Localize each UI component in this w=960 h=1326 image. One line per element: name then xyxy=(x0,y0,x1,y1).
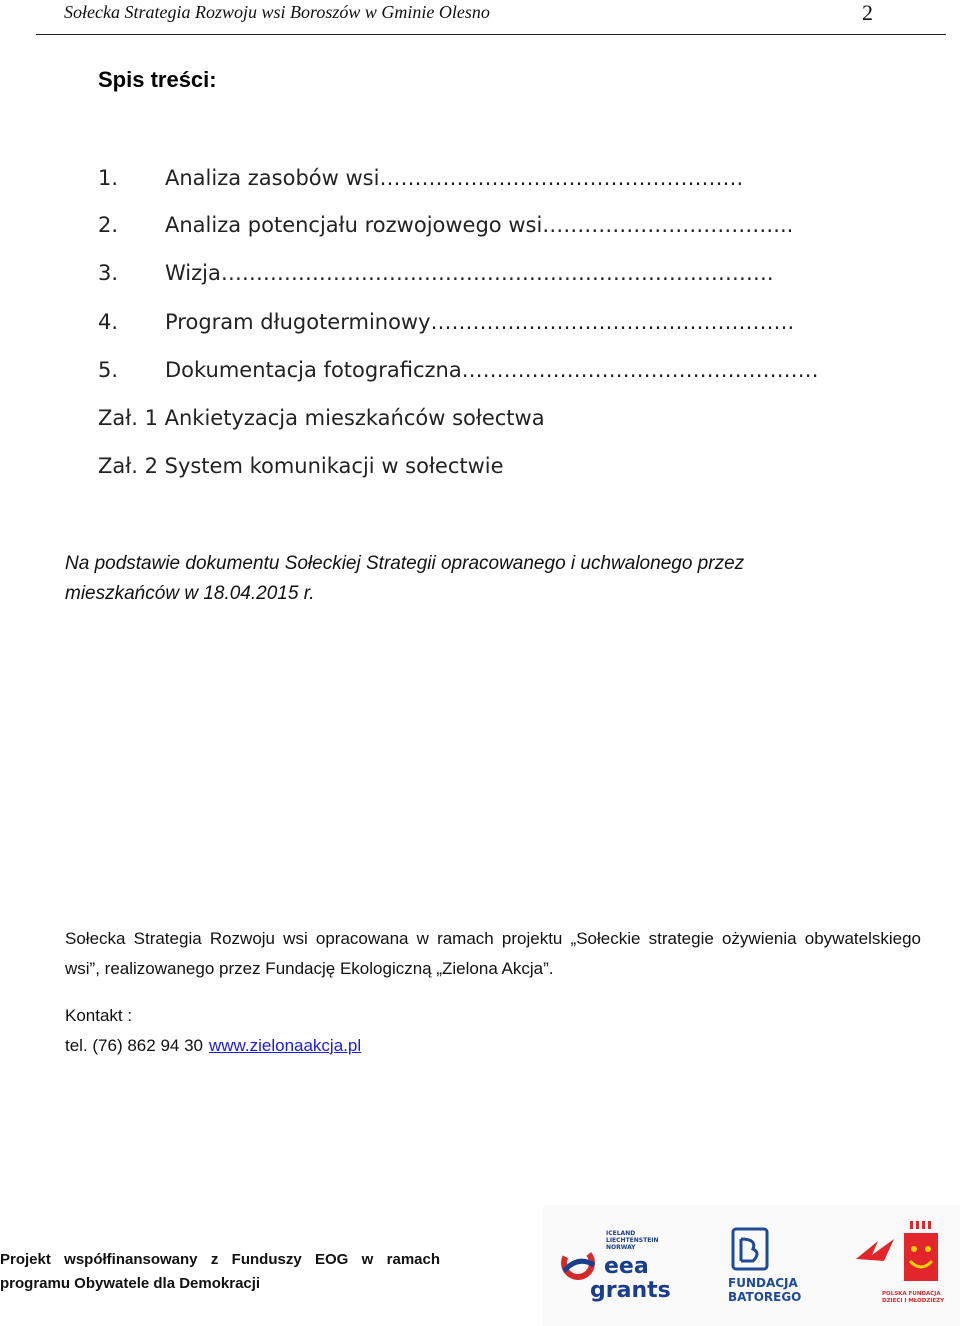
eea-country-1: ICELAND xyxy=(606,1230,636,1237)
running-header-title: Sołecka Strategia Rozwoju wsi Boroszów w Gminie Olesno xyxy=(64,2,490,22)
eea-grants-logo xyxy=(560,1225,675,1307)
toc-item-number: 5. xyxy=(98,358,119,382)
funding-note: Projekt współfinansowany z Funduszy EOG w ramach programu Obywatele dla Demokracji xyxy=(0,1251,440,1292)
project-description: Sołecka Strategia Rozwoju wsi opracowana w ramach projektu „Sołeckie strategie ożywienia obywatelskiego wsi”, realizowanego przez Fundację Ekologiczną „Zielona Akcja”. xyxy=(65,929,921,978)
sponsor-logos xyxy=(543,1205,960,1326)
website-link[interactable]: www.zielonaakcja.pl xyxy=(208,1036,362,1055)
pfdm-line-1: POLSKA FUNDACJA xyxy=(882,1291,941,1297)
toc-item[interactable] xyxy=(98,261,774,285)
batory-line-2: BATOREGO xyxy=(728,1290,802,1304)
batory-line-1: FUNDACJA xyxy=(728,1276,798,1290)
toc-item-number: 2. xyxy=(98,213,119,237)
toc-item-number: 1. xyxy=(98,166,119,190)
eea-country-2: LIECHTENSTEIN xyxy=(606,1237,659,1244)
toc-attachment[interactable]: Zał. 1 Ankietyzacja mieszkańców sołectwa xyxy=(98,406,545,430)
toc-item[interactable] xyxy=(98,213,793,237)
toc-attachment[interactable]: Zał. 2 System komunikacji w sołectwie xyxy=(98,454,504,478)
eea-word: eea xyxy=(604,1254,649,1279)
toc-item-label: Wizja……………………………………………………………………. xyxy=(165,261,774,285)
eea-country-3: NORWAY xyxy=(606,1244,636,1251)
toc-item[interactable] xyxy=(98,166,743,190)
grants-word: grants xyxy=(590,1278,671,1303)
contact-line xyxy=(65,1036,361,1056)
toc-item-number: 3. xyxy=(98,261,119,285)
pfdm-logo xyxy=(848,1219,958,1309)
basis-note: Na podstawie dokumentu Sołeckiej Strategii opracowanego i uchwalonego przez mieszkańców w 18.04.2015 r. xyxy=(65,553,745,604)
toc-item-label: Analiza potencjału rozwojowego wsi……………………………... xyxy=(165,213,794,237)
toc-item-label: Dokumentacja fotograficzna…………………………………………… xyxy=(165,358,819,382)
header-divider xyxy=(36,34,946,35)
toc-item-label: Analiza zasobów wsi……………………………………………. xyxy=(165,166,744,190)
toc-item[interactable] xyxy=(98,310,794,334)
contact-label: Kontakt : xyxy=(65,1006,133,1025)
toc-item-label: Program długoterminowy……………………………………………. xyxy=(165,310,795,334)
pfdm-line-2: DZIECI I MŁODZIEŻY xyxy=(882,1298,945,1304)
toc-item-number: 4. xyxy=(98,310,119,334)
phone-number: tel. (76) 862 94 30 xyxy=(65,1036,203,1055)
toc-heading: Spis treści: xyxy=(98,67,217,92)
page-number: 2 xyxy=(862,0,873,25)
toc-item[interactable] xyxy=(98,358,819,382)
fundacja-batorego-logo xyxy=(723,1227,813,1307)
